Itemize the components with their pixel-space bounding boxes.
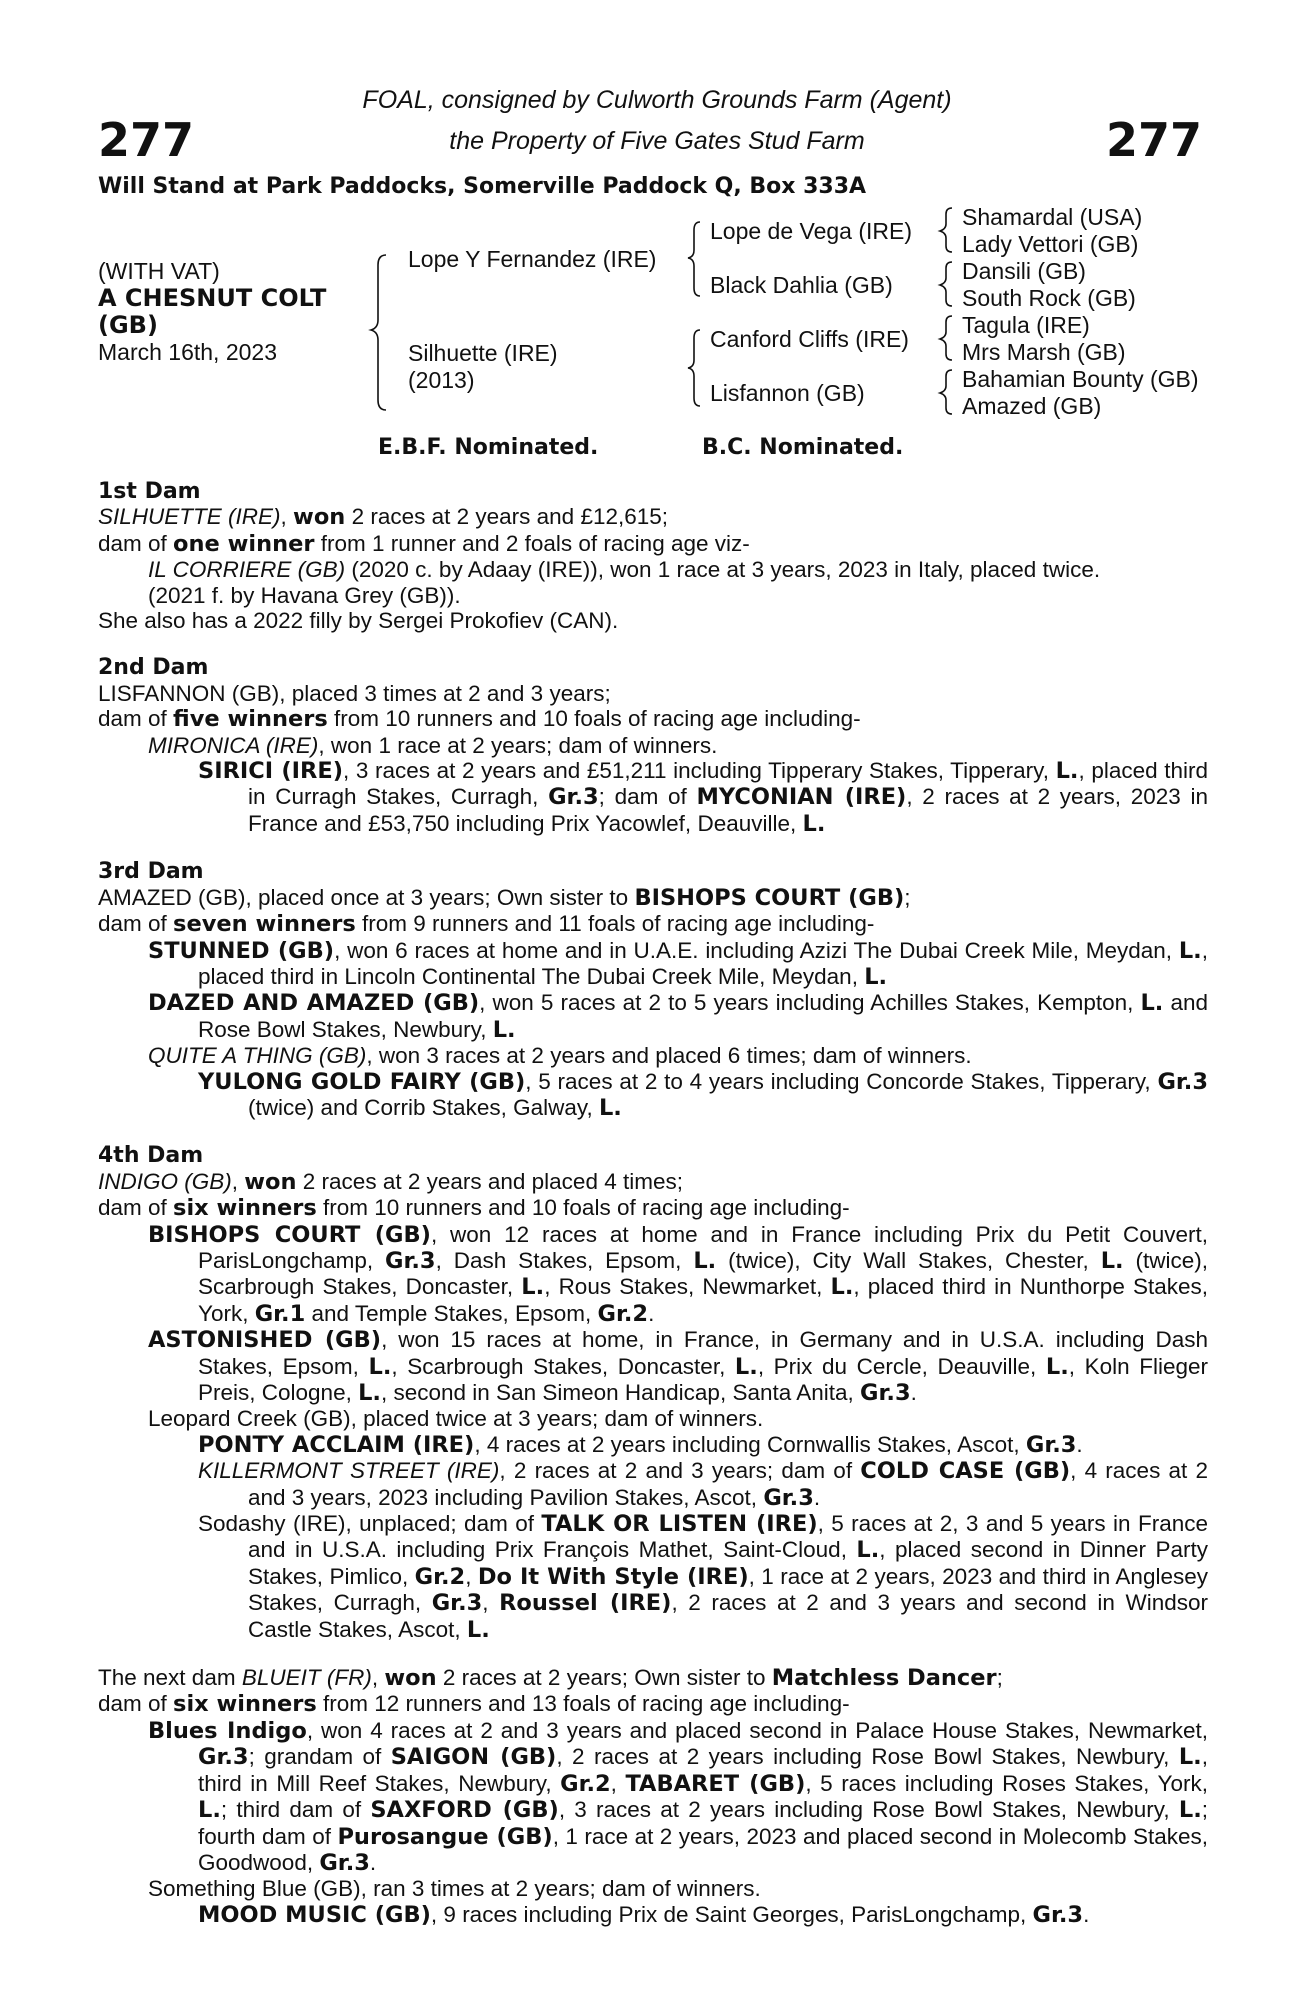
sire-sire: Lope de Vega (IRE) (710, 218, 913, 244)
dam-bracket (688, 330, 700, 406)
dam2-produce-summary: dam of five winners from 10 runners and 10 foals of racing age including- (98, 706, 861, 733)
dam-sire: Canford Cliffs (IRE) (710, 326, 909, 352)
dam4-heading: 4th Dam (98, 1143, 204, 1169)
produce-entry: Sodashy (IRE), unplaced; dam of TALK OR LISTEN (IRE), 5 races at 2, 3 and 5 years in France and in U.S.A. including Prix François Mathet, Saint-Cloud, L., placed second in Dinner Party Stakes, Pimlico, Gr.2, Do It With Style (IRE), 1 race at 2 years, 2023 and third in Anglesey Stakes, Curragh, Gr.3, Roussel (IRE), 2 races at 2 and 3 years and second in Windsor Castle Stakes, Ascot, L. (198, 1511, 1208, 1643)
dam-year: (2013) (408, 367, 475, 393)
foaling-date: March 16th, 2023 (98, 339, 278, 365)
produce-entry: IL CORRIERE (GB) (2020 c. by Adaay (IRE)), won 1 race at 3 years, 2023 in Italy, placed twice. (148, 557, 1101, 583)
lot-number-right: 277 (1105, 113, 1202, 167)
gg-4: South Rock (GB) (962, 285, 1136, 311)
lot-number-left: 277 (98, 113, 195, 167)
dam2-heading: 2nd Dam (98, 655, 209, 681)
produce-entry: ASTONISHED (GB), won 15 races at home, in France, in Germany and in U.S.A. including Dash Stakes, Epsom, L., Scarbrough Stakes, Doncaster, L., Prix du Cercle, Deauville, L., Koln Flieger Preis, Cologne, L., second in San Simeon Handicap, Santa Anita, Gr.3. (148, 1327, 1208, 1406)
vat-note: (WITH VAT) (98, 258, 220, 284)
gg-6: Mrs Marsh (GB) (962, 339, 1126, 365)
stand-location: Will Stand at Park Paddocks, Somerville Paddock Q, Box 333A (98, 174, 867, 199)
gg-1: Shamardal (USA) (962, 204, 1143, 230)
produce-entry: MIRONICA (IRE), won 1 race at 2 years; dam of winners. (148, 732, 718, 758)
produce-entry: Blues Indigo, won 4 races at 2 and 3 years and placed second in Palace House Stakes, Newmarket, Gr.3; grandam of SAIGON (GB), 2 races at 2 years including Rose Bowl Stakes, Newbury, L., third in Mill Reef Stakes, Newbury, Gr.2, TABARET (GB), 5 races including Roses Stakes, York, L.; third dam of SAXFORD (GB), 3 races at 2 years including Rose Bowl Stakes, Newbury, L.; fourth dam of Purosangue (GB), 1 race at 2 years, 2023 and placed second in Molecomb Stakes, Goodwood, Gr.3. (148, 1717, 1209, 1876)
dam-name: Silhuette (IRE) (408, 340, 558, 366)
produce-entry: DAZED AND AMAZED (GB), won 5 races at 2 to 5 years including Achilles Stakes, Kempton, L. and Rose Bowl Stakes, Newbury, L. (148, 990, 1208, 1043)
produce-entry: KILLERMONT STREET (IRE), 2 races at 2 and 3 years; dam of COLD CASE (GB), 4 races at 2 and 3 years, 2023 including Pavilion Stakes, Ascot, Gr.3. (198, 1458, 1208, 1511)
produce-entry: QUITE A THING (GB), won 3 races at 2 years and placed 6 times; dam of winners. (148, 1043, 972, 1069)
subject-name: A CHESNUT COLT (98, 284, 327, 312)
subject-origin: (GB) (98, 311, 158, 339)
gg-7: Bahamian Bounty (GB) (962, 366, 1199, 392)
dam-dam: Lisfannon (GB) (710, 380, 865, 406)
produce-entry: YULONG GOLD FAIRY (GB), 5 races at 2 to 4 years including Concorde Stakes, Tipperary, Gr.3 (twice) and Corrib Stakes, Galway, L. (198, 1068, 1208, 1121)
produce-entry: Leopard Creek (GB), placed twice at 3 years; dam of winners. (148, 1406, 764, 1432)
dam1-note: She also has a 2022 filly by Sergei Prokofiev (CAN). (98, 608, 619, 634)
main-bracket (371, 255, 386, 410)
produce-entry: (2021 f. by Havana Grey (GB)). (148, 582, 461, 608)
produce-entry: Something Blue (GB), ran 3 times at 2 years; dam of winners. (148, 1876, 761, 1902)
consignment-line: FOAL, consigned by Culworth Grounds Farm (Agent) (362, 86, 952, 114)
dam3-heading: 3rd Dam (98, 859, 204, 885)
family-notes (98, 479, 1208, 1928)
produce-entry: MOOD MUSIC (GB), 9 races including Prix de Saint Georges, ParisLongchamp, Gr.3. (198, 1901, 1090, 1928)
produce-entry: BISHOPS COURT (GB), won 12 races at home and in France including Prix du Petit Couvert, ParisLongchamp, Gr.3, Dash Stakes, Epsom, L. (twice), City Wall Stakes, Chester, L. (twice), Scarbrough Stakes, Doncaster, L., Rous Stakes, Newmarket, L., placed third in Nunthorpe Stakes, York, Gr.1 and Temple Stakes, Epsom, Gr.2. (148, 1221, 1208, 1327)
dam2-line: LISFANNON (GB), placed 3 times at 2 and 3 years; (98, 680, 611, 706)
dam3-line: AMAZED (GB), placed once at 3 years; Own sister to BISHOPS COURT (GB); (98, 884, 911, 911)
sire: Lope Y Fernandez (IRE) (408, 246, 657, 272)
produce-entry: STUNNED (GB), won 6 races at home and in U.A.E. including Azizi The Dubai Creek Mile, Meydan, L., placed third in Lincoln Continental The Dubai Creek Mile, Meydan, L. (148, 937, 1208, 990)
bc-nomination: B.C. Nominated. (702, 435, 904, 460)
dam3-produce-summary: dam of seven winners from 9 runners and 11 foals of racing age including- (98, 911, 875, 938)
gg-8: Amazed (GB) (962, 393, 1102, 419)
gg-bracket-2 (940, 262, 952, 306)
gg-5: Tagula (IRE) (962, 312, 1090, 338)
gg-bracket-3 (940, 316, 952, 360)
next-dam-line: The next dam BLUEIT (FR), won 2 races at 2 years; Own sister to Matchless Dancer; (98, 1665, 1003, 1692)
dam1-line: SILHUETTE (IRE), won 2 races at 2 years and £12,615; (98, 504, 669, 531)
sire-dam: Black Dahlia (GB) (710, 272, 893, 298)
dam4-line: INDIGO (GB), won 2 races at 2 years and placed 4 times; (98, 1168, 683, 1195)
next-dam-produce-summary: dam of six winners from 12 runners and 13 foals of racing age including- (98, 1691, 850, 1718)
produce-entry: SIRICI (IRE), 3 races at 2 years and £51,211 including Tipperary Stakes, Tipperary, L., placed third in Curragh Stakes, Curragh, Gr.3; dam of MYCONIAN (IRE), 2 races at 2 years, 2023 in France and £53,750 including Prix Yacowlef, Deauville, L. (198, 758, 1209, 837)
property-line: the Property of Five Gates Stud Farm (449, 127, 865, 155)
gg-2: Lady Vettori (GB) (962, 231, 1139, 257)
sire-bracket (688, 222, 700, 296)
dam1-produce-summary: dam of one winner from 1 runner and 2 foals of racing age viz- (98, 530, 750, 557)
gg-bracket-1 (940, 208, 952, 252)
gg-bracket-4 (940, 370, 952, 414)
dam4-produce-summary: dam of six winners from 10 runners and 10 foals of racing age including- (98, 1195, 850, 1222)
produce-entry: PONTY ACCLAIM (IRE), 4 races at 2 years including Cornwallis Stakes, Ascot, Gr.3. (198, 1431, 1083, 1458)
gg-3: Dansili (GB) (962, 258, 1086, 284)
dam1-heading: 1st Dam (98, 479, 201, 504)
ebf-nomination: E.B.F. Nominated. (378, 435, 599, 460)
